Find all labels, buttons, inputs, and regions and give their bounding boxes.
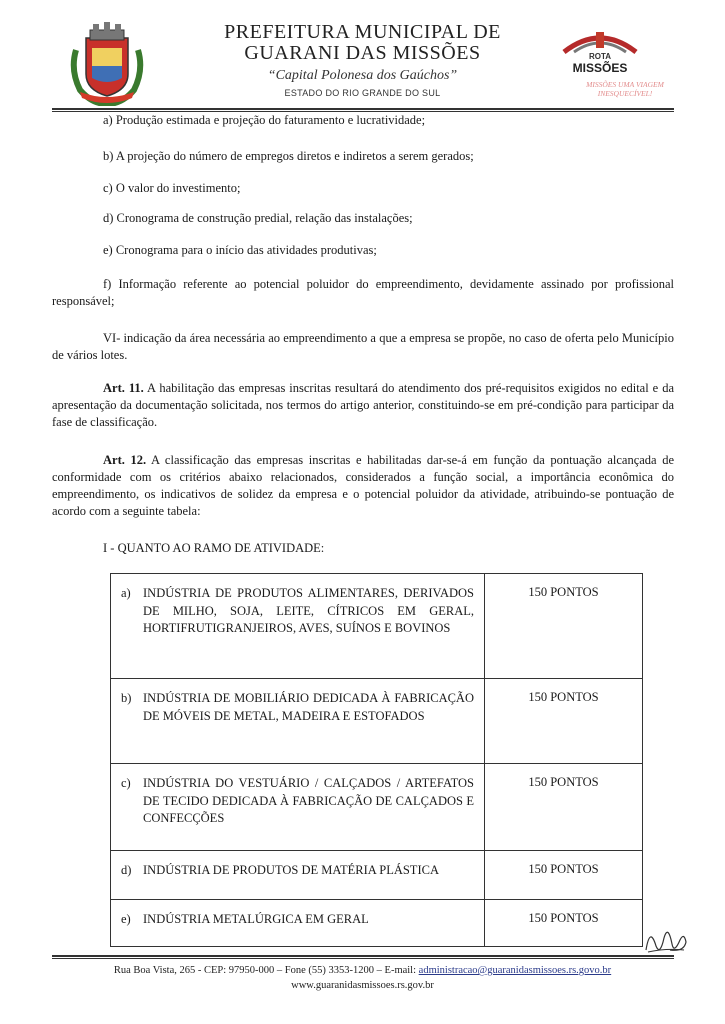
municipality-title [160, 22, 565, 64]
activity-points-table [110, 573, 643, 947]
item-vi: VI- indicação da área necessária ao empreendimento a que a empresa se propõe, no caso de oferta pelo Município de vários lotes. [52, 331, 674, 362]
activity-description: INDÚSTRIA DO VESTUÁRIO / CALÇADOS / ARTEFATOS DE TECIDO DEDICADA À FABRICAÇÃO DE CALÇADOS E CONFECÇÕES [143, 776, 474, 825]
points-cell: 150 PONTOS [528, 585, 599, 599]
logo-missoes: MISSÕES [572, 61, 628, 75]
item-c: c) O valor do investimento; [103, 181, 241, 195]
section-heading: I - QUANTO AO RAMO DE ATIVIDADE: [103, 541, 325, 555]
activity-letter: e) [121, 912, 131, 926]
handwritten-signature-icon [640, 920, 690, 960]
activity-description: INDÚSTRIA DE MOBILIÁRIO DEDICADA À FABRICAÇÃO DE MÓVEIS DE METAL, MADEIRA E ESTOFADOS [143, 691, 474, 723]
title-line-2: GUARANI DAS MISSÕES [244, 42, 481, 64]
table-row [111, 900, 642, 946]
logo-tagline-1: MISSÕES UMA VIAGEM [586, 80, 664, 89]
points-cell: 150 PONTOS [528, 862, 599, 876]
activity-cell [111, 574, 485, 678]
table-row [111, 851, 642, 900]
item-e: e) Cronograma para o início das atividades produtivas; [103, 243, 377, 257]
article-12 [52, 452, 674, 520]
footer-address-text: Rua Boa Vista, 265 - CEP: 97950-000 – Fone (55) 3353-1200 – E-mail: [113, 965, 419, 976]
activity-cell [111, 900, 485, 946]
activity-description: INDÚSTRIA METALÚRGICA EM GERAL [143, 912, 369, 926]
activity-letter: c) [121, 776, 131, 790]
article-11-label: Art. 11. [103, 381, 144, 395]
activity-description: INDÚSTRIA DE PRODUTOS DE MATÉRIA PLÁSTICA [143, 863, 439, 877]
slogan: “Capital Polonesa dos Gaúchos” [267, 68, 458, 83]
footer-address [0, 965, 725, 976]
article-11 [52, 380, 674, 431]
footer-divider [52, 955, 674, 959]
rota-missoes-logo [560, 26, 690, 110]
footer-website[interactable]: www.guaranidasmissoes.rs.gov.br [291, 980, 434, 991]
article-11-text: A habilitação das empresas inscritas resultará do atendimento dos pré-requisitos exigidos no edital e da apresentação da documentação solicitada, nos termos do artigo anterior, constituindo-se em pré-condição para participar da fase de classificação. [52, 381, 674, 429]
activity-cell [111, 764, 485, 850]
municipal-coat-of-arms-icon [66, 20, 148, 106]
item-d: d) Cronograma de construção predial, relação das instalações; [103, 211, 413, 225]
table-row [111, 574, 642, 679]
activity-letter: a) [121, 586, 131, 600]
title-line-1: PREFEITURA MUNICIPAL DE [224, 21, 501, 43]
activity-description: INDÚSTRIA DE PRODUTOS ALIMENTARES, DERIVADOS DE MILHO, SOJA, LEITE, CÍTRICOS EM GERAL, HORTIFRUTIGRANJEIROS, AVES, SUÍNOS E BOVINOS [143, 586, 474, 635]
item-f: f) Informação referente ao potencial poluidor do empreendimento, devidamente assinado por profissional responsável; [52, 277, 674, 308]
letterhead [0, 0, 725, 112]
points-cell: 150 PONTOS [528, 690, 599, 704]
activity-letter: b) [121, 691, 132, 705]
activity-cell [111, 679, 485, 763]
activity-letter: d) [121, 863, 132, 877]
logo-rota: ROTA [588, 52, 612, 61]
item-b: b) A projeção do número de empregos diretos e indiretos a serem gerados; [103, 149, 474, 163]
state-name: ESTADO DO RIO GRANDE DO SUL [284, 88, 441, 98]
footer-email-link[interactable]: administracao@guaranidasmissoes.rs.govo.br [418, 965, 612, 976]
article-12-text: A classificação das empresas inscritas e habilitadas dar-se-á em função da pontuação alcançada de conformidade com os critérios abaixo relacionados, considerados a função social, a importância econômica do empreendimento, os indicativos de solidez da empresa e o potencial poluidor da atividade, atribuindo-se pontuação de acordo com a seguinte tabela: [52, 453, 674, 518]
item-a: a) Produção estimada e projeção do faturamento e lucratividade; [103, 113, 426, 127]
logo-tagline-2: INESQUECÍVEL! [597, 89, 653, 98]
table-row [111, 679, 642, 764]
activity-cell [111, 851, 485, 899]
logo-tagline [560, 80, 690, 98]
points-cell: 150 PONTOS [528, 775, 599, 789]
points-cell: 150 PONTOS [528, 911, 599, 925]
table-row [111, 764, 642, 851]
article-12-label: Art. 12. [103, 453, 147, 467]
